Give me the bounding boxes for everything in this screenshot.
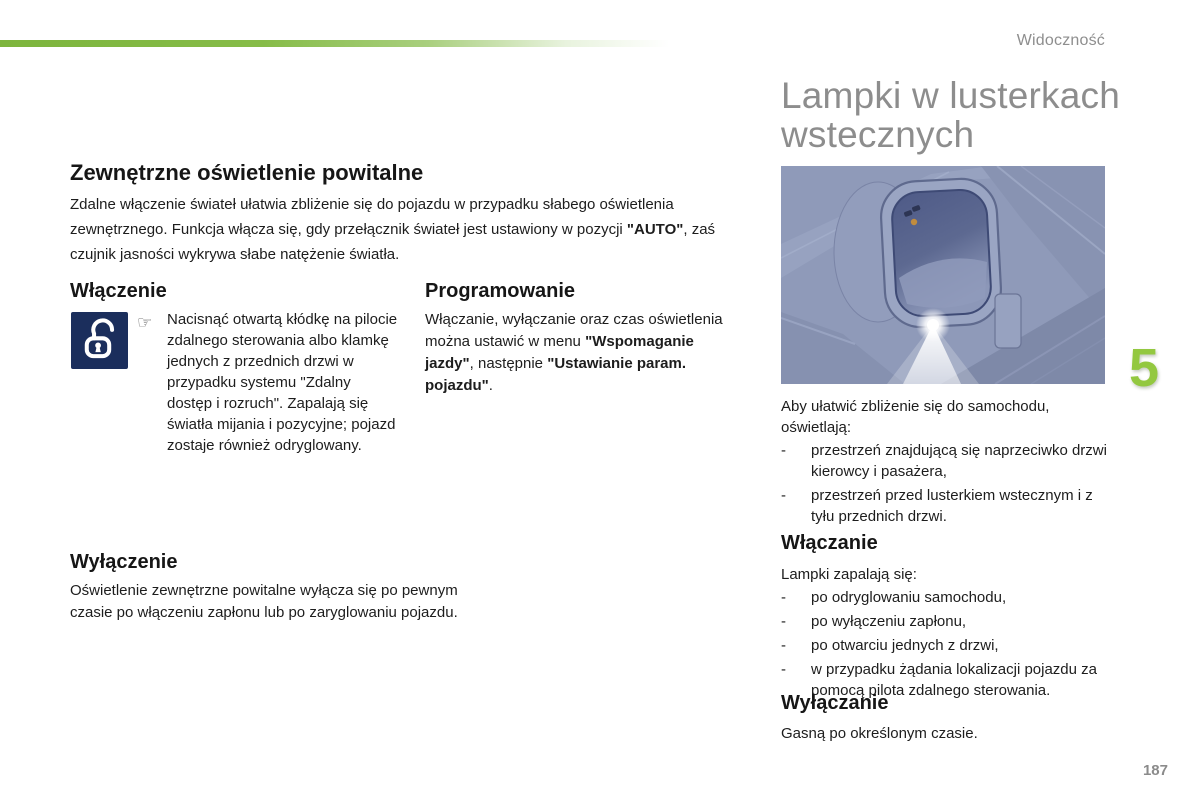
list-dash: -	[781, 661, 786, 678]
list-dash: -	[781, 589, 786, 606]
intro-text-a: Zdalne włączenie świateł ułatwia zbliżenie się do pojazdu w przypadku słabego oświetlenia zewnętrznego. Funkcja włącza się, gdy przełącznik świateł jest ustawiony w pozycji	[70, 196, 674, 238]
page-number: 187	[1142, 762, 1168, 779]
prog-text-e: .	[488, 377, 493, 394]
pointing-hand-icon: ☞	[137, 313, 153, 333]
intro-text-auto: "AUTO"	[626, 221, 684, 238]
mirror-puddle-lamp-image	[781, 166, 1105, 384]
list-item	[781, 440, 1115, 482]
list-dash: -	[781, 637, 786, 654]
accent-rule	[0, 40, 690, 47]
prog-text-c: , następnie	[469, 355, 548, 372]
page-title-line1: Lampki w lusterkach	[781, 75, 1120, 116]
list-item	[781, 611, 1115, 632]
mirror-on-heading: Włączanie	[781, 532, 878, 554]
switch-on-heading: Włączenie	[70, 280, 167, 302]
mirror-intro-paragraph: Aby ułatwić zbliżenie się do samochodu, oświetlają:	[781, 398, 1050, 436]
chapter-number-badge: 5	[1129, 338, 1160, 398]
switch-on-body: Nacisnąć otwartą kłódkę na pilocie zdalnego sterowania albo klamkę jednych z przednich drzwi w przypadku systemu "Zdalny dostęp i rozruch". Zapalają się światła mijania i pozycyjne; pojazd zostaje również odryglowany.	[167, 311, 398, 454]
mirror-off-heading: Wyłączanie	[781, 692, 889, 714]
list-item-text: po odryglowaniu samochodu,	[811, 589, 1007, 606]
list-item-text: po wyłączeniu zapłonu,	[811, 613, 967, 630]
list-item-text: przestrzeń znajdującą się naprzeciwko drzwi kierowcy i pasażera,	[811, 442, 1107, 480]
open-padlock-icon	[71, 312, 128, 369]
list-item-text: w przypadku żądania lokalizacji pojazdu za pomocą pilota zdalnego sterowania.	[811, 661, 1097, 699]
intro-text-c: , zaś czujnik jasności wykrywa słabe natężenie światła.	[70, 221, 716, 263]
list-item	[781, 635, 1115, 656]
page-title	[781, 76, 1120, 154]
list-item	[781, 587, 1115, 608]
page-title-line2: wstecznych	[781, 114, 975, 155]
list-item	[781, 485, 1115, 527]
illuminated-areas-list	[781, 440, 1115, 530]
prog-menu-driving-assist: "Wspomaganie jazdy"	[425, 333, 694, 372]
mirror-off-body: Gasną po określonym czasie.	[781, 725, 978, 742]
list-dash: -	[781, 613, 786, 630]
list-dash: -	[781, 442, 786, 459]
programming-body	[425, 309, 745, 397]
list-item-text: przestrzeń przed lusterkiem wstecznym i z tyłu przednich drzwi.	[811, 487, 1093, 525]
list-dash: -	[781, 487, 786, 504]
switch-off-heading: Wyłączenie	[70, 551, 178, 573]
welcome-intro-paragraph	[70, 192, 738, 267]
welcome-lighting-heading: Zewnętrzne oświetlenie powitalne	[70, 160, 424, 185]
mirror-on-lead: Lampki zapalają się:	[781, 566, 917, 583]
running-header: Widoczność	[1016, 32, 1105, 49]
list-item-text: po otwarciu jednych z drzwi,	[811, 637, 999, 654]
prog-text-a: Włączanie, wyłączanie oraz czas oświetlenia można ustawić w menu	[425, 311, 723, 350]
switch-off-body: Oświetlenie zewnętrzne powitalne wyłącza się po pewnym czasie po włączeniu zapłonu lub po zaryglowaniu pojazdu.	[70, 582, 458, 621]
mirror-on-conditions-list	[781, 587, 1115, 704]
open-padlock-glyph	[77, 318, 123, 364]
programming-heading: Programowanie	[425, 280, 576, 302]
prog-menu-vehicle-params: "Ustawianie param. pojazdu"	[425, 355, 687, 394]
